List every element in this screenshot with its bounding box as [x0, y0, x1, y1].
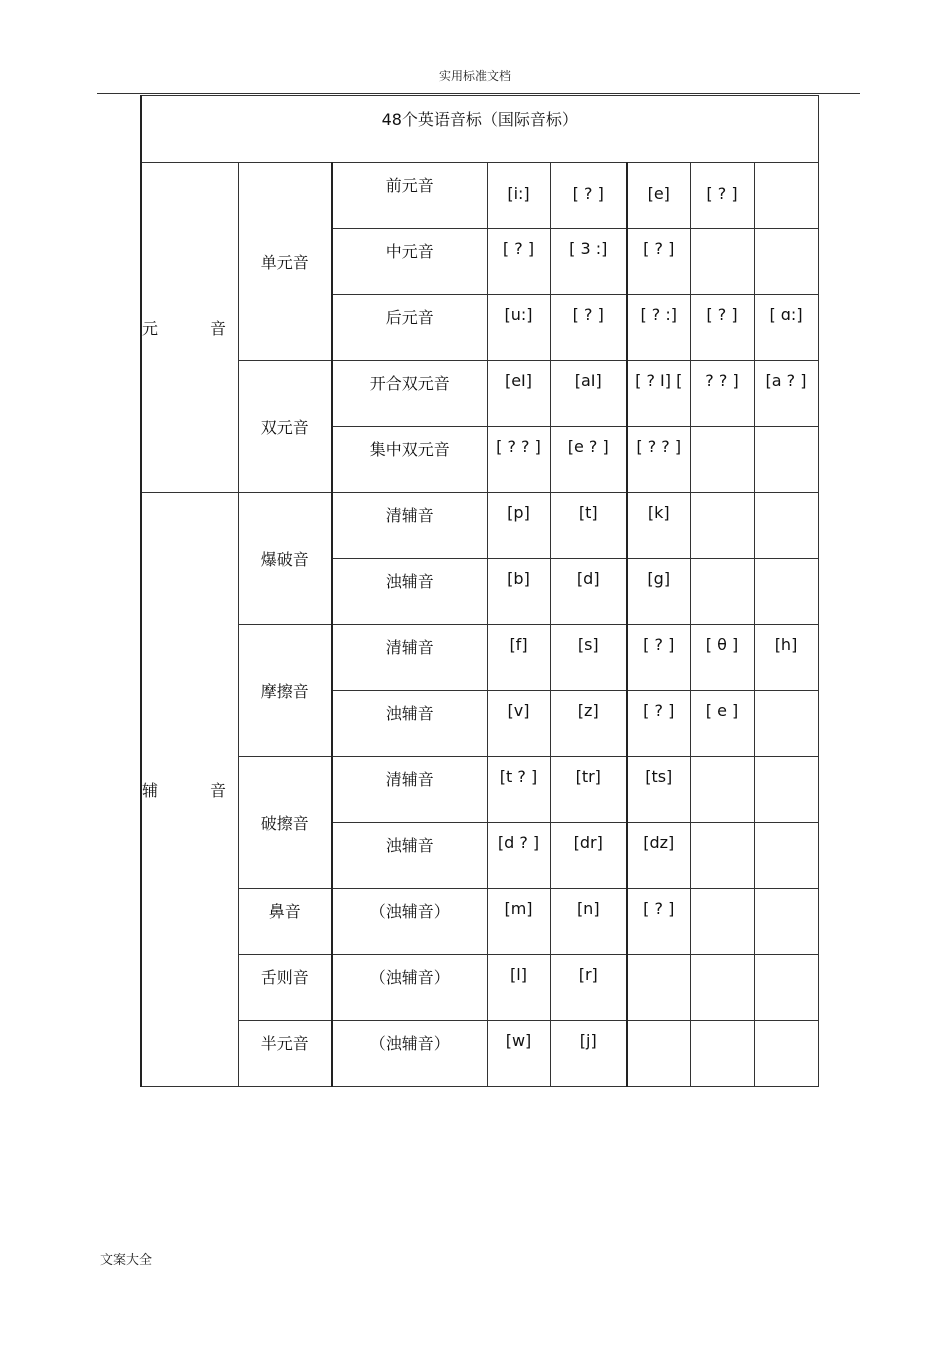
consonant-category-cell [141, 493, 238, 1087]
phoneme-cell: [ ? :] [627, 295, 690, 361]
phoneme-cell: [h] [754, 625, 818, 691]
subgroup-label: 集中双元音 [332, 427, 487, 493]
phoneme-cell [690, 493, 754, 559]
phoneme-cell [754, 427, 818, 493]
table-title: 48个英语音标（国际音标） [381, 110, 578, 129]
phoneme-cell: [t] [550, 493, 627, 559]
phoneme-cell: [dz] [627, 823, 690, 889]
page-footer: 文案大全 [100, 1253, 153, 1268]
phoneme-cell: [ e ] [690, 691, 754, 757]
table-row [141, 889, 818, 955]
phoneme-cell: [ ? ] [487, 229, 550, 295]
phoneme-cell [627, 955, 690, 1021]
phoneme-cell [690, 1021, 754, 1087]
phoneme-cell: [dr] [550, 823, 627, 889]
phoneme-cell: [ ɑ:] [754, 295, 818, 361]
phoneme-cell [754, 955, 818, 1021]
group-label: 双元音 [238, 361, 332, 493]
phoneme-cell: [d ? ] [487, 823, 550, 889]
phoneme-cell: [ ? ] [627, 229, 690, 295]
phoneme-cell: [eI] [487, 361, 550, 427]
phoneme-cell: [s] [550, 625, 627, 691]
table-title-cell [141, 96, 818, 163]
table-row [141, 625, 818, 691]
phoneme-cell: [d] [550, 559, 627, 625]
phoneme-cell: [ts] [627, 757, 690, 823]
group-label: 爆破音 [238, 493, 332, 625]
table-row [141, 361, 818, 427]
phoneme-cell: [f] [487, 625, 550, 691]
group-label: 单元音 [238, 163, 332, 361]
category-char: 元 [142, 319, 159, 338]
phoneme-cell: [k] [627, 493, 690, 559]
ipa-table [140, 95, 819, 1087]
category-char: 音 [209, 319, 226, 338]
subgroup-label: 清辅音 [332, 757, 487, 823]
phoneme-cell: [ ? ? ] [627, 427, 690, 493]
phoneme-cell [754, 823, 818, 889]
phoneme-cell: [i:] [487, 163, 550, 229]
phoneme-cell [690, 757, 754, 823]
phoneme-cell: [n] [550, 889, 627, 955]
phoneme-cell: [tr] [550, 757, 627, 823]
phoneme-cell [754, 889, 818, 955]
phoneme-cell: [ ? I] [ [627, 361, 690, 427]
subgroup-label: 中元音 [332, 229, 487, 295]
table-row [141, 163, 818, 229]
group-label: 舌则音 [238, 955, 332, 1021]
subgroup-label: 开合双元音 [332, 361, 487, 427]
phoneme-cell [754, 1021, 818, 1087]
phoneme-cell [690, 559, 754, 625]
table-row [141, 493, 818, 559]
subgroup-label: 浊辅音 [332, 559, 487, 625]
subgroup-label: 浊辅音 [332, 823, 487, 889]
phoneme-cell: [ ? ] [627, 889, 690, 955]
phoneme-cell: [ 3 :] [550, 229, 627, 295]
group-label: 鼻音 [238, 889, 332, 955]
subgroup-label: （浊辅音） [332, 889, 487, 955]
subgroup-label: 后元音 [332, 295, 487, 361]
phoneme-cell: [p] [487, 493, 550, 559]
phoneme-cell: [v] [487, 691, 550, 757]
phoneme-cell [754, 691, 818, 757]
subgroup-label: 清辅音 [332, 625, 487, 691]
phoneme-cell [754, 163, 818, 229]
phoneme-cell: [j] [550, 1021, 627, 1087]
group-label: 半元音 [238, 1021, 332, 1087]
header-rule [97, 93, 860, 94]
subgroup-label: （浊辅音） [332, 1021, 487, 1087]
phoneme-cell: [ ? ] [550, 295, 627, 361]
table-row [141, 955, 818, 1021]
subgroup-label: 清辅音 [332, 493, 487, 559]
phoneme-cell [754, 757, 818, 823]
subgroup-label: 浊辅音 [332, 691, 487, 757]
phoneme-cell: [ θ ] [690, 625, 754, 691]
phoneme-cell: [a ? ] [754, 361, 818, 427]
phoneme-cell: [z] [550, 691, 627, 757]
phoneme-cell: [g] [627, 559, 690, 625]
category-char: 音 [209, 781, 226, 800]
phoneme-cell [690, 955, 754, 1021]
subgroup-label: （浊辅音） [332, 955, 487, 1021]
phoneme-cell [690, 229, 754, 295]
phoneme-cell [754, 559, 818, 625]
phoneme-cell: [ ? ] [690, 163, 754, 229]
phoneme-cell: [ ? ] [550, 163, 627, 229]
phoneme-cell [690, 889, 754, 955]
phoneme-cell: [aI] [550, 361, 627, 427]
phoneme-cell: [ ? ] [627, 691, 690, 757]
phoneme-cell [690, 823, 754, 889]
phoneme-cell [627, 1021, 690, 1087]
phoneme-cell [690, 427, 754, 493]
phoneme-cell: [r] [550, 955, 627, 1021]
phoneme-cell: [ ? ] [690, 295, 754, 361]
group-label: 破擦音 [238, 757, 332, 889]
phoneme-cell: [m] [487, 889, 550, 955]
phoneme-cell: ? ? ] [690, 361, 754, 427]
phoneme-cell: [ ? ? ] [487, 427, 550, 493]
table-row [141, 1021, 818, 1087]
phoneme-cell: [u:] [487, 295, 550, 361]
phoneme-cell: [t ? ] [487, 757, 550, 823]
vowel-category-cell [141, 163, 238, 493]
phoneme-cell [754, 229, 818, 295]
group-label: 摩擦音 [238, 625, 332, 757]
subgroup-label: 前元音 [332, 163, 487, 229]
page-header: 实用标准文档 [438, 69, 511, 83]
phoneme-cell: [l] [487, 955, 550, 1021]
phoneme-cell [754, 493, 818, 559]
phoneme-cell: [b] [487, 559, 550, 625]
table-row [141, 757, 818, 823]
category-char: 辅 [142, 781, 159, 800]
phoneme-cell: [e ? ] [550, 427, 627, 493]
phoneme-cell: [e] [627, 163, 690, 229]
phoneme-cell: [ ? ] [627, 625, 690, 691]
phoneme-cell: [w] [487, 1021, 550, 1087]
